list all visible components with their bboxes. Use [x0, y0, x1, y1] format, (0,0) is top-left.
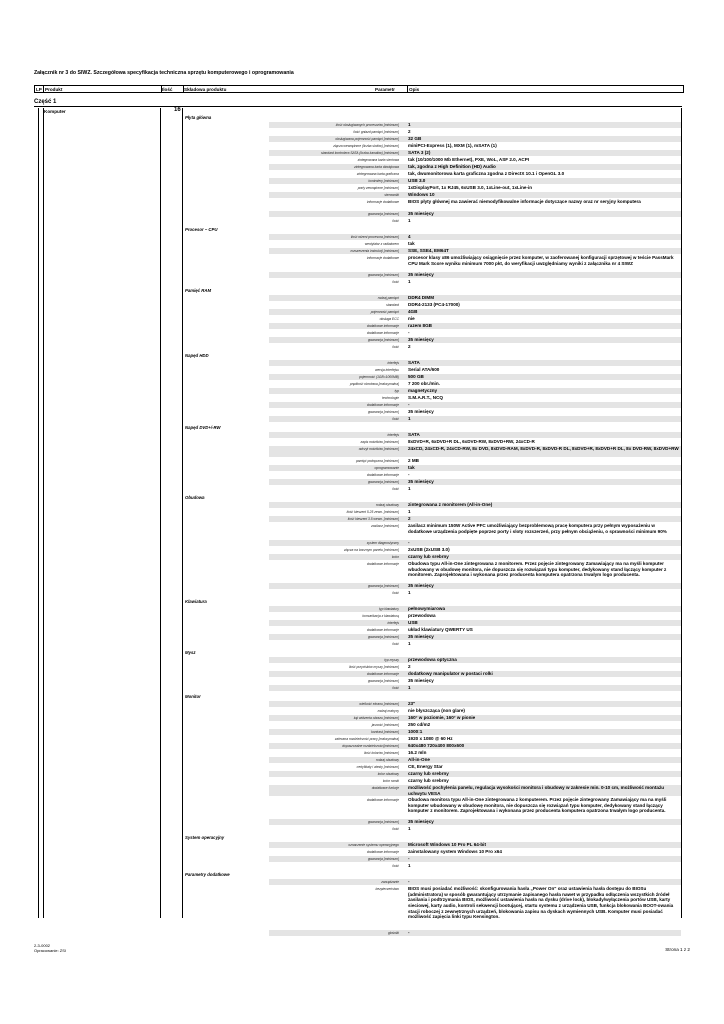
- spec-row: [269, 323, 681, 329]
- param-label: dodatkowe informacje: [366, 331, 399, 335]
- param-value: 640x480 720x400 800x600: [408, 743, 465, 749]
- param-label: ilość kieszeni 3.5 wewn. [minimum]: [347, 517, 399, 521]
- param-label: ilość: [392, 827, 399, 831]
- param-value: razem 8GB: [408, 323, 433, 329]
- spec-row: [269, 627, 681, 633]
- param-label: kolor: [391, 555, 399, 559]
- spec-row: [269, 590, 681, 596]
- param-label: porty zewnętrzne [minimum]: [357, 186, 399, 190]
- param-value: Microsoft Windows 10 Pro PL 64-bit: [408, 842, 486, 848]
- spec-row: [269, 785, 681, 796]
- param-value: -: [408, 330, 410, 336]
- param-value: All-in-One: [408, 757, 430, 763]
- spec-row: [269, 678, 681, 684]
- section-title: Klawiatura: [185, 599, 207, 604]
- header-produkt: Produkt: [45, 86, 63, 92]
- spec-row: [269, 241, 681, 247]
- param-value: 35 miesięcy: [408, 583, 434, 589]
- param-label: dodatkowe informacje: [366, 403, 399, 407]
- param-value: SATA: [408, 432, 420, 438]
- spec-row: [269, 150, 681, 156]
- param-value: Obudowa monitora typu All-in-One zintegrowana z komputerem. Przez pojęcie zintegrowany Zamawiający ma na myśli komputer wbudowany w obudowę monitora, nie dopuszcza się rozwiązań typu komputer, dedykowany stand łączący komputer z monitorem. Zaprojektowana i wykonana przez producenta komputera opatrzona trwałym logo producenta.: [408, 797, 667, 814]
- param-label: wersja interfejsu: [375, 368, 399, 372]
- section-title: Pamięć RAM: [185, 288, 212, 293]
- param-label: kąt widzenia obrazu [minimum]: [353, 716, 399, 720]
- spec-row: [269, 199, 681, 210]
- section-title: Napęd DVD+/-RW: [185, 425, 221, 430]
- spec-row: [269, 606, 681, 612]
- document-title: Załącznik nr 3 do SIWZ. Szczegółowa specyfikacja techniczna sprzętu komputerowego i oprogramowania: [34, 70, 294, 76]
- param-label: bezpieczeństwo: [375, 887, 399, 891]
- param-label: ilość: [392, 686, 399, 690]
- spec-row: [269, 374, 681, 380]
- param-label: wielkość ekranu [minimum]: [359, 702, 399, 706]
- param-label: głośniki: [388, 931, 399, 935]
- param-value: 1: [408, 685, 411, 691]
- spec-row: [269, 122, 681, 128]
- right-border-line: [681, 108, 682, 918]
- param-value: USB: [408, 620, 418, 626]
- param-value: BIOS płyty głównej ma zawierać niemodyfikowalne informacje dotyczące nazwy oraz nr seryjny komputera: [408, 199, 641, 205]
- spec-row: [269, 613, 681, 619]
- spec-row: [269, 685, 681, 691]
- param-label: ilość kolorów [minimum]: [364, 751, 399, 755]
- spec-row: [269, 192, 681, 198]
- spec-row: [269, 479, 681, 485]
- footer-author: Opracowanie: ZSI: [34, 948, 67, 953]
- param-value: czarny lub srebrny: [408, 554, 449, 560]
- spec-row: [269, 879, 681, 885]
- param-label: system diagnostyczny: [366, 541, 399, 545]
- param-label: typ klawiatury: [379, 607, 399, 611]
- param-label: rodzaj obudowy: [375, 503, 399, 507]
- param-value: 1: [408, 590, 411, 596]
- param-value: pełnowymiarowa: [408, 606, 446, 612]
- param-label: informacje dodatkowe: [366, 256, 399, 260]
- spec-row: [269, 797, 681, 818]
- param-label: rodzaj pamięci: [377, 296, 399, 300]
- spec-row: [269, 561, 681, 582]
- param-value: 4GB: [408, 309, 418, 315]
- param-label: rodzaj obudowy: [375, 758, 399, 762]
- param-value: przewodowa: [408, 613, 436, 619]
- qty-column-line: [160, 108, 161, 918]
- spec-row: [269, 211, 681, 217]
- section-title: Obudowa: [185, 495, 205, 500]
- param-value: 1xDisplayPort, 1x RJ45, 6xUSB 3.0, 1xLine-out, 1xLine-in: [408, 185, 533, 191]
- param-label: kolor obudowy: [377, 772, 399, 776]
- param-label: pojemność pamięci: [370, 310, 399, 314]
- spec-row: [269, 750, 681, 756]
- header-ilosc: Ilość: [162, 86, 173, 92]
- param-label: typ myszy: [384, 658, 399, 662]
- spec-row: [269, 729, 681, 735]
- param-value: 1: [408, 826, 411, 832]
- spec-row: [269, 164, 681, 170]
- spec-row: [269, 302, 681, 308]
- param-value: -: [408, 856, 410, 862]
- section-title: Płyta główna: [185, 115, 212, 120]
- param-value: zintegrowana z monitorem (All-in-One): [408, 502, 493, 508]
- param-label: dodatkowe informacje: [366, 473, 399, 477]
- param-value: tak, zgodna z High Definition (HD) Audio: [408, 164, 496, 170]
- param-label: ilość: [392, 417, 399, 421]
- spec-row: [269, 743, 681, 749]
- part-title: Część 1: [34, 99, 57, 105]
- spec-row: [269, 279, 681, 285]
- param-value: 2: [408, 129, 411, 135]
- spec-row: [269, 465, 681, 471]
- param-label: dodatkowe informacje: [366, 628, 399, 632]
- param-label: interfejs: [387, 621, 399, 625]
- param-label: informacje dodatkowe: [366, 200, 399, 204]
- param-value: SATA 3 (2): [408, 150, 431, 156]
- table-header: [34, 85, 684, 93]
- param-value: dodatkowy manipulator w postaci rolki: [408, 671, 493, 677]
- param-value: Windows 10: [408, 192, 435, 198]
- spec-row: [269, 554, 681, 560]
- spec-row: [269, 523, 681, 539]
- param-value: USB 3.0: [408, 178, 426, 184]
- param-label: pojemność (1GB=1000MB): [359, 375, 399, 379]
- param-label: ilość: [392, 864, 399, 868]
- spec-row: [269, 708, 681, 714]
- spec-row: [269, 129, 681, 135]
- spec-row: [269, 218, 681, 224]
- param-value: miniPCI-Express (1), MXM (1), mSATA (1): [408, 143, 497, 149]
- spec-row: [269, 472, 681, 478]
- param-label: gwarancja [minimum]: [367, 584, 399, 588]
- spec-row: [269, 886, 681, 929]
- param-value: nie: [408, 316, 415, 322]
- param-value: 35 miesięcy: [408, 211, 434, 217]
- spec-row: [269, 360, 681, 366]
- spec-row: [269, 863, 681, 869]
- param-value: tak, dwumonitorowa karta graficzna zgodna z DirectX 10.1 i OpenGL 3.0: [408, 171, 565, 177]
- param-label: wentylator z radiatorem: [364, 242, 399, 246]
- param-label: gwarancja [minimum]: [367, 820, 399, 824]
- param-label: standard: [386, 303, 399, 307]
- param-label: dodatkowe informacje: [366, 324, 399, 328]
- param-label: oprogramowanie: [374, 466, 399, 470]
- param-value: układ klawiatury QWERTY US: [408, 627, 473, 633]
- param-label: kontrast [minimum]: [371, 730, 399, 734]
- header-parametr: Parametr: [375, 86, 395, 92]
- section-title: Parametry dodatkowe: [185, 872, 230, 877]
- param-value: czarny lub srebrny: [408, 771, 449, 777]
- section-title: Mysz: [185, 650, 196, 655]
- spec-row: [269, 856, 681, 862]
- param-value: -: [408, 402, 410, 408]
- spec-row: [269, 583, 681, 589]
- page-number: Strona 1 z 2: [665, 947, 690, 952]
- spec-row: [269, 157, 681, 163]
- param-label: gwarancja [minimum]: [367, 857, 399, 861]
- spec-row: [269, 367, 681, 373]
- param-label: zapis nośników [minimum]: [360, 440, 399, 444]
- param-label: rozszerzenia instrukcji [minimum]: [350, 249, 399, 253]
- param-value: 1: [408, 218, 411, 224]
- param-value: czarny lub srebrny: [408, 778, 449, 784]
- param-value: przewodowa optyczna: [408, 657, 457, 663]
- param-value: Obudowa typu All-in-One zintegrowana z monitorem. Przez pojęcie zintegrowany Zamawiający ma na myśli komputer wbudowany w obudowę monitora, nie dopuszcza się rozwiązań typu komputer, dedykowany stand łączący komputer z monitorem. Zaprojektowana i wykonana przez producenta komputera opatrzona trwałym logo producenta.: [408, 561, 667, 578]
- param-value: 2 MB: [408, 458, 419, 464]
- spec-row: [269, 143, 681, 149]
- param-value: nie błyszcząca (non glare): [408, 708, 465, 714]
- spec-row: [269, 671, 681, 677]
- spec-row: [269, 402, 681, 408]
- param-label: gwarancja [minimum]: [367, 635, 399, 639]
- param-label: standard kontrolera SATA (liczba kanałów) [minimum]: [321, 151, 399, 155]
- param-value: S.M.A.R.T., NCQ: [408, 395, 443, 401]
- param-value: zainstalowany system Windows 10 Pro x64: [408, 849, 502, 855]
- param-label: ilość: [392, 219, 399, 223]
- component-qty: 16: [174, 107, 181, 113]
- spec-row: [269, 316, 681, 322]
- spec-row: [269, 432, 681, 438]
- param-value: procesor klasy x86 umożliwiający osiągnięcie przez komputer, w zaoferowanej konfiguracji sprzętowej w teście PassMark CPU Mark Score wyniku minimum 7000 pkt, do weryfikacji uwzględniamy wyniki z załącznika nr 4 SIWZ: [408, 255, 674, 266]
- spec-row: [269, 486, 681, 492]
- param-label: gwarancja [minimum]: [367, 273, 399, 277]
- footer-code: 2-3-0002: [34, 943, 51, 948]
- spec-row: [269, 547, 681, 553]
- param-label: ilość przycisków myszy [minimum]: [348, 665, 399, 669]
- param-value: 23": [408, 701, 416, 707]
- spec-row: [269, 272, 681, 278]
- spec-row: [269, 458, 681, 464]
- param-label: ilość rdzeni procesora [minimum]: [350, 235, 399, 239]
- param-label: komunikacja z klawiaturą: [362, 614, 399, 618]
- param-value: 32 GB: [408, 136, 422, 142]
- spec-row: [269, 446, 681, 457]
- section-title: System operacyjny: [185, 835, 225, 840]
- section-title: Procesor – CPU: [185, 227, 218, 232]
- param-value: 1: [408, 122, 411, 128]
- spec-row: [269, 171, 681, 177]
- param-label: zarządzanie: [381, 880, 399, 884]
- spec-row: [269, 849, 681, 855]
- section-title: Napęd HDD: [185, 353, 209, 358]
- param-label: gwarancja [minimum]: [367, 338, 399, 342]
- param-label: zintegrowana karta sieciowa: [357, 158, 399, 162]
- param-value: 35 miesięcy: [408, 272, 434, 278]
- param-label: rodzaj matrycy: [377, 709, 399, 713]
- param-value: 2: [408, 516, 411, 522]
- param-label: ilość: [392, 642, 399, 646]
- param-value: tak: [408, 465, 415, 471]
- param-label: ilość: [392, 591, 399, 595]
- param-value: 1: [408, 641, 411, 647]
- spec-row: [269, 409, 681, 415]
- param-label: ilość gniazd pamięci [minimum]: [353, 130, 399, 134]
- param-value: 1: [408, 863, 411, 869]
- spec-row: [269, 295, 681, 301]
- spec-row: [269, 381, 681, 387]
- section-title: Monitor: [185, 694, 201, 699]
- param-label: jasność [minimum]: [371, 723, 399, 727]
- spec-row: [269, 842, 681, 848]
- spec-row: [269, 185, 681, 191]
- spec-row: [269, 819, 681, 825]
- param-value: 1: [408, 279, 411, 285]
- param-label: dodatkowe informacje: [366, 798, 399, 802]
- param-value: 1: [408, 416, 411, 422]
- part-divider: [34, 106, 682, 107]
- param-label: ilość kieszeni 5.25 zewn. [minimum]: [346, 510, 399, 514]
- spec-row: [269, 736, 681, 742]
- lp-column-line: [38, 108, 39, 918]
- param-label: interfejs: [387, 433, 399, 437]
- spec-row: [269, 930, 681, 936]
- param-value: SSE, SSE4, EM64T: [408, 248, 449, 254]
- param-label: ilość obsługiwanych procesorów [minimum]: [335, 123, 399, 127]
- param-label: ilość: [392, 345, 399, 349]
- spec-row: [269, 502, 681, 508]
- spec-row: [269, 778, 681, 784]
- param-value: 2: [408, 664, 411, 670]
- param-value: 7 200 obr./min.: [408, 381, 440, 387]
- param-value: zasilacz minimum 150W Active PFC umożliwiający bezproblemową pracę komputera przy pełnym wyposażeniu w dodatkowe urządzenia podpięte poprzez porty i sloty rozszerzeń, przy pełnym obciążeniu, o sprawności minimum 90%: [408, 523, 667, 534]
- spec-row: [269, 388, 681, 394]
- spec-row: [269, 178, 681, 184]
- param-label: zasilacz [minimum]: [371, 524, 399, 528]
- spec-row: [269, 337, 681, 343]
- spec-row: [269, 826, 681, 832]
- spec-row: [269, 395, 681, 401]
- param-value: CE, Energy Star: [408, 764, 443, 770]
- spec-row: [269, 309, 681, 315]
- param-value: 35 miesięcy: [408, 678, 434, 684]
- component-column-line: [182, 108, 183, 918]
- spec-row: [269, 540, 681, 546]
- spec-row: [269, 330, 681, 336]
- spec-row: [269, 634, 681, 640]
- spec-row: [269, 248, 681, 254]
- param-label: dodatkowe informacje: [366, 562, 399, 566]
- param-value: 1920 x 1080 @ 60 Hz: [408, 736, 453, 742]
- param-value: 24xCD, 24xCD-R, 24xCD-RW, 8x DVD, 8xDVD-RAM, 8xDVD-R, 8xDVD-R DL, 8xDVD+R, 8xDVD+R DL, 8x DVD-RW, 8xDVD+RW: [408, 446, 679, 452]
- param-label: dodatkowe informacje: [366, 672, 399, 676]
- param-label: obsługa ECC: [379, 317, 399, 321]
- spec-row: [269, 439, 681, 445]
- spec-row: [269, 136, 681, 142]
- param-value: tak: [408, 241, 415, 247]
- spec-row: [269, 234, 681, 240]
- param-value: 4: [408, 234, 411, 240]
- spec-row: [269, 620, 681, 626]
- param-label: kontrolery [minimum]: [368, 179, 399, 183]
- param-value: 16.2 mln: [408, 750, 427, 756]
- param-value: 35 miesięcy: [408, 634, 434, 640]
- param-value: możliwość pochylenia panelu, regulacja wysokości monitora i obudowy w zakresie min. 0-10 cm, możliwość montażu uchwytu VESA: [408, 785, 665, 796]
- spec-row: [269, 701, 681, 707]
- header-skladowa: Składowa produktu: [184, 86, 227, 92]
- param-label: oznaczenie systemu operacyjnego: [348, 843, 399, 847]
- param-value: 35 miesięcy: [408, 409, 434, 415]
- spec-row: [269, 715, 681, 721]
- spec-row: [269, 416, 681, 422]
- param-value: DDR4 DIMM: [408, 295, 435, 301]
- param-label: certyfikaty i atesty [minimum]: [356, 765, 399, 769]
- param-label: odczyt nośników [minimum]: [358, 447, 399, 451]
- param-value: 250 cd/m2: [408, 722, 431, 728]
- param-value: -: [408, 930, 410, 936]
- footer-left: [34, 943, 66, 953]
- param-label: złącza na bocznym panelu [minimum]: [344, 548, 399, 552]
- param-label: dodatkowe informacje: [366, 850, 399, 854]
- param-label: złącza wewnętrzne (liczba slotów) [minimum]: [333, 144, 399, 148]
- param-label: obsługiwana pojemność pamięci [minimum]: [335, 137, 399, 141]
- spec-row: [269, 771, 681, 777]
- param-label: zintegrowana karta graficzna: [356, 172, 399, 176]
- param-value: 500 GB: [408, 374, 424, 380]
- param-value: 2xUSB (2xUSB 3.0): [408, 547, 450, 553]
- param-label: prędkość obrotowa [maksymalna]: [349, 382, 399, 386]
- param-value: 35 miesięcy: [408, 337, 434, 343]
- spec-row: [269, 657, 681, 663]
- param-label: zintegrowana karta dźwiękowa: [354, 165, 399, 169]
- param-value: 35 miesięcy: [408, 819, 434, 825]
- param-value: 1: [408, 486, 411, 492]
- param-label: gwarancja [minimum]: [367, 212, 399, 216]
- spec-row: [269, 664, 681, 670]
- param-label: pamięć podręczna [minimum]: [355, 459, 399, 463]
- param-value: 1000:1: [408, 729, 423, 735]
- spec-row: [269, 641, 681, 647]
- param-value: 8xDVD+R, 6xDVD+R DL, 6xDVD-RW, 8xDVD+RW, 24xCD-R: [408, 439, 535, 445]
- param-value: SATA: [408, 360, 420, 366]
- param-value: 35 miesięcy: [408, 479, 434, 485]
- spec-row: [269, 509, 681, 515]
- spec-row: [269, 516, 681, 522]
- param-label: ilość: [392, 487, 399, 491]
- param-label: gwarancja [minimum]: [367, 480, 399, 484]
- param-label: gwarancja [minimum]: [367, 410, 399, 414]
- param-label: gwarancja [minimum]: [367, 679, 399, 683]
- param-value: -: [408, 472, 410, 478]
- param-label: ilość: [392, 280, 399, 284]
- param-label: interfejs: [387, 361, 399, 365]
- param-value: Serial ATA/600: [408, 367, 440, 373]
- spec-row: [269, 722, 681, 728]
- param-label: technologie: [382, 396, 399, 400]
- param-value: BIOS musi posiadać możliwość: skonfigurowania hasła „Power On" oraz ustawienia hasła dostępu do BIOSu (administratora) w sposób gwarantujący utrzymanie zapisanego hasła nawet w przypadku odłączenia wszystkich źródeł zasilania i podtrzymania BIOS, możliwość ustawienia hasła na dysku (drive lock), blokady/wyłączenia portów USB, karty sieciowej, karty audio, kontroli sekwencji bootującej, startu systemu z urządzenia USB, funkcja blokowania BOOT-owania stacji roboczej z zewnętrznych urządzeń, blokowania zapisu na dyskach wymiennych USB. Komputer musi posiadać możliwość zapięcia linki typu Kensington.: [408, 886, 674, 920]
- spec-row: [269, 757, 681, 763]
- param-label: dopuszczalne rozdzielczości[minimum]: [342, 744, 399, 748]
- product-column-line: [43, 108, 44, 918]
- param-label: zalecana rozdzielczość pracy [maksymalna]: [334, 737, 399, 741]
- param-label: sterowniki: [384, 193, 399, 197]
- spec-row: [269, 764, 681, 770]
- param-value: 1: [408, 509, 411, 515]
- param-value: tak (10/100/1000 Mb Ethernet), PXE, WoL, ASF 2.0, ACPI: [408, 157, 530, 163]
- param-label: kolor ramki: [382, 779, 399, 783]
- param-value: -: [408, 540, 410, 546]
- param-value: -: [408, 879, 410, 885]
- header-opis: Opis: [409, 86, 420, 92]
- param-value: DDR4-2133 (PC4-17000): [408, 302, 460, 308]
- param-label: typ: [394, 389, 399, 393]
- param-label: dodatkowe funkcje: [371, 786, 399, 790]
- spec-row: [269, 344, 681, 350]
- param-value: 160° w poziomie, 160° w pionie: [408, 715, 476, 721]
- param-value: magnetyczny: [408, 388, 438, 394]
- param-value: 2: [408, 344, 411, 350]
- header-lp: LP: [36, 86, 42, 92]
- spec-row: [269, 255, 681, 271]
- component-name: Komputer: [44, 109, 66, 114]
